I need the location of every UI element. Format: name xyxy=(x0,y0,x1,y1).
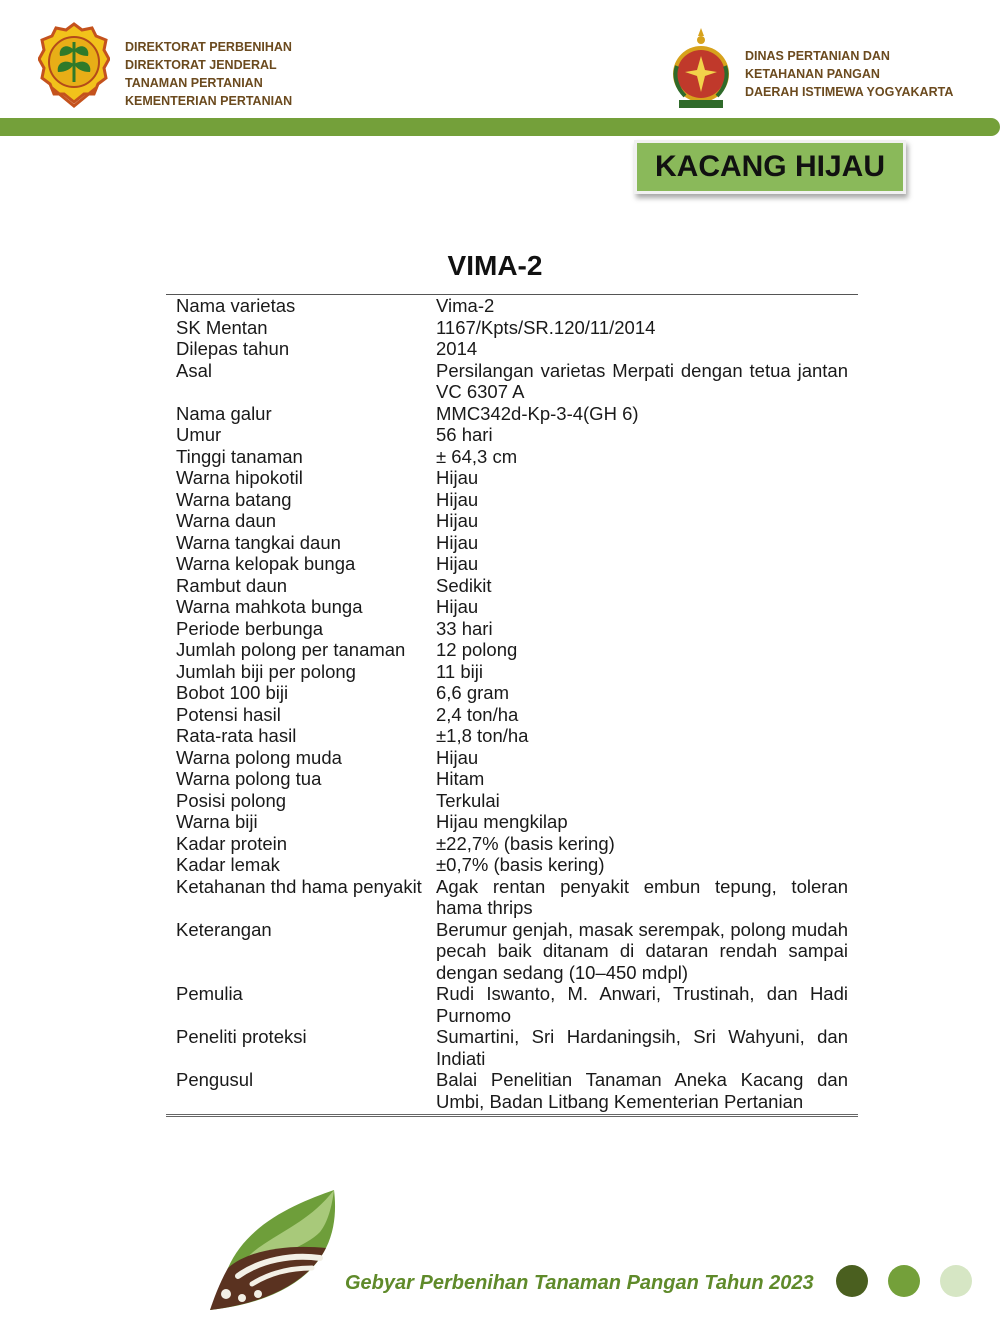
header-divider-bar xyxy=(0,118,1000,136)
footer-dot-medium xyxy=(888,1265,920,1297)
attribute-value: Sumartini, Sri Hardaningsih, Sri Wahyuni, dan Indiati xyxy=(436,1026,848,1069)
table-row xyxy=(166,833,858,855)
attribute-value: 6,6 gram xyxy=(436,682,510,703)
attribute-label: Jumlah biji per polong xyxy=(176,660,356,682)
attribute-value: Terkulai xyxy=(436,789,500,811)
attribute-label: Nama varietas xyxy=(176,295,296,316)
kementan-logo-icon xyxy=(38,22,110,108)
table-row xyxy=(166,575,858,597)
attribute-label: Asal xyxy=(176,359,212,381)
left-organization-name xyxy=(125,38,292,110)
table-row xyxy=(166,596,858,618)
attribute-label: Ketahanan thd hama penyakit xyxy=(176,875,422,897)
attribute-value: Hijau xyxy=(436,510,479,531)
table-bottom-rule xyxy=(166,1114,858,1117)
right-org-line: KETAHANAN PANGAN xyxy=(745,67,880,81)
table-row xyxy=(166,360,858,403)
table-row xyxy=(166,467,858,489)
table-row xyxy=(166,704,858,726)
attribute-label: Warna polong muda xyxy=(176,746,342,768)
description-table xyxy=(166,295,858,1112)
attribute-label: Warna biji xyxy=(176,811,258,832)
attribute-value: Hijau xyxy=(436,488,479,510)
diy-emblem-icon xyxy=(669,26,733,112)
attribute-value: Hijau xyxy=(436,746,479,768)
attribute-label: Rambut daun xyxy=(176,574,288,596)
category-badge: KACANG HIJAU xyxy=(634,140,906,194)
attribute-value: Berumur genjah, masak serempak, polong mudah pecah baik ditanam di dataran rendah sampai dengan sedang (10–450 mdpl) xyxy=(436,918,848,983)
description-rows xyxy=(166,295,858,1112)
table-row xyxy=(166,510,858,532)
footer-dot-dark xyxy=(836,1265,868,1297)
table-row xyxy=(166,682,858,704)
table-row xyxy=(166,725,858,747)
attribute-label: Posisi polong xyxy=(176,789,287,811)
attribute-label: Warna batang xyxy=(176,488,292,510)
attribute-value: 12 polong xyxy=(436,639,518,660)
attribute-value: Persilangan varietas Merpati dengan tetua jantan VC 6307 A xyxy=(436,359,848,402)
attribute-label: Bobot 100 biji xyxy=(176,682,289,703)
attribute-value: Agak rentan penyakit embun tepung, toleran hama thrips xyxy=(436,875,848,918)
attribute-label: Potensi hasil xyxy=(176,703,281,725)
footer-dot-light xyxy=(940,1265,972,1297)
attribute-label: Peneliti proteksi xyxy=(176,1026,307,1047)
attribute-label: Tinggi tanaman xyxy=(176,445,303,467)
table-row xyxy=(166,424,858,446)
table-row xyxy=(166,919,858,984)
attribute-label: Keterangan xyxy=(176,918,272,940)
table-row xyxy=(166,768,858,790)
attribute-value: 56 hari xyxy=(436,424,493,445)
right-organization-name xyxy=(745,47,953,101)
attribute-label: Rata-rata hasil xyxy=(176,725,297,746)
attribute-value: Hijau xyxy=(436,596,479,617)
left-org-line: TANAMAN PERTANIAN xyxy=(125,76,263,90)
attribute-label: Pemulia xyxy=(176,983,243,1004)
table-row xyxy=(166,338,858,360)
table-row xyxy=(166,446,858,468)
table-row xyxy=(166,489,858,511)
attribute-value: ±1,8 ton/ha xyxy=(436,725,529,746)
variety-description-table xyxy=(166,294,858,1117)
attribute-value: 2014 xyxy=(436,338,478,359)
attribute-value: ± 64,3 cm xyxy=(436,445,518,467)
attribute-label: Kadar protein xyxy=(176,832,288,854)
attribute-value: 2,4 ton/ha xyxy=(436,703,519,725)
left-org-line: DIREKTORAT JENDERAL xyxy=(125,58,277,72)
attribute-label: Umur xyxy=(176,424,222,445)
table-row xyxy=(166,639,858,661)
table-row xyxy=(166,1026,858,1069)
attribute-label: Pengusul xyxy=(176,1069,254,1090)
attribute-value: Balai Penelitian Tanaman Aneka Kacang dan Umbi, Badan Litbang Kementerian Pertanian xyxy=(436,1069,848,1112)
attribute-value: Hijau mengkilap xyxy=(436,811,568,832)
attribute-label: Jumlah polong per tanaman xyxy=(176,639,406,660)
right-org-line: DINAS PERTANIAN DAN xyxy=(745,49,890,63)
attribute-label: Periode berbunga xyxy=(176,617,324,639)
attribute-value: 11 biji xyxy=(436,660,483,682)
attribute-value: Hijau xyxy=(436,467,479,488)
attribute-value: Hijau xyxy=(436,553,479,574)
attribute-value: ±22,7% (basis kering) xyxy=(436,832,615,854)
table-row xyxy=(166,317,858,339)
attribute-label: Warna hipokotil xyxy=(176,467,303,488)
attribute-value: Hijau xyxy=(436,531,479,553)
left-org-line: KEMENTERIAN PERTANIAN xyxy=(125,94,293,108)
attribute-value: ±0,7% (basis kering) xyxy=(436,854,605,875)
table-row xyxy=(166,618,858,640)
table-row xyxy=(166,983,858,1026)
attribute-label: Warna kelopak bunga xyxy=(176,553,356,574)
attribute-label: Warna mahkota bunga xyxy=(176,596,363,617)
table-row xyxy=(166,661,858,683)
left-org-line: DIREKTORAT PERBENIHAN xyxy=(125,40,292,54)
seed-leaf-icon xyxy=(208,1188,338,1312)
attribute-value: Rudi Iswanto, M. Anwari, Trustinah, dan Hadi Purnomo xyxy=(436,983,848,1026)
table-row xyxy=(166,532,858,554)
table-row xyxy=(166,811,858,833)
table-row xyxy=(166,1069,858,1112)
attribute-value: Vima-2 xyxy=(436,295,495,316)
table-row xyxy=(166,747,858,769)
variety-title: VIMA-2 xyxy=(447,250,543,281)
right-org-line: DAERAH ISTIMEWA YOGYAKARTA xyxy=(745,85,954,99)
page-header xyxy=(0,0,1000,120)
attribute-value: 33 hari xyxy=(436,617,493,639)
attribute-label: Dilepas tahun xyxy=(176,338,290,359)
attribute-value: Sedikit xyxy=(436,574,492,596)
attribute-label: Kadar lemak xyxy=(176,854,280,875)
table-row xyxy=(166,790,858,812)
event-tagline: Gebyar Perbenihan Tanaman Pangan Tahun 2023 xyxy=(345,1272,814,1294)
table-row xyxy=(166,403,858,425)
attribute-label: SK Mentan xyxy=(176,316,268,338)
attribute-label: Nama galur xyxy=(176,402,272,424)
attribute-value: Hitam xyxy=(436,768,485,789)
attribute-value: 1167/Kpts/SR.120/11/2014 xyxy=(436,316,656,338)
attribute-label: Warna tangkai daun xyxy=(176,531,341,553)
attribute-value: MMC342d-Kp-3-4(GH 6) xyxy=(436,402,639,424)
attribute-label: Warna daun xyxy=(176,510,277,531)
table-row xyxy=(166,876,858,919)
table-row xyxy=(166,295,858,317)
attribute-label: Warna polong tua xyxy=(176,768,322,789)
table-row xyxy=(166,553,858,575)
table-row xyxy=(166,854,858,876)
